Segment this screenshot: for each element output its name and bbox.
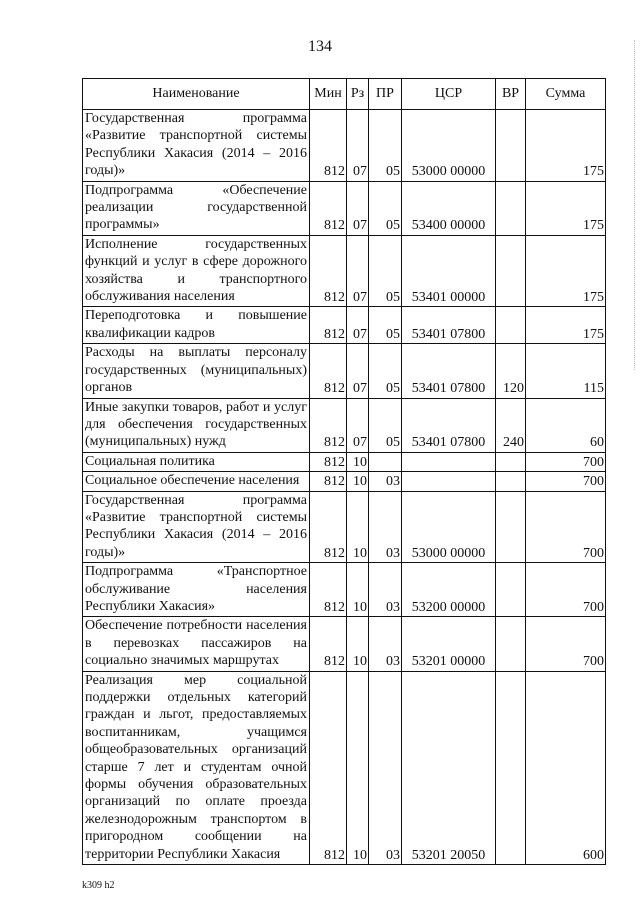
margin-scan-mark: [634, 40, 636, 370]
table-row: [83, 235, 606, 307]
table-row: [83, 344, 606, 398]
cell-pr: 05: [369, 181, 402, 235]
cell-vr: [496, 472, 526, 491]
cell-vr: [496, 563, 526, 617]
cell-rz: 10: [347, 671, 369, 864]
cell-pr: 05: [369, 110, 402, 182]
table-row: [83, 181, 606, 235]
cell-csr: 53401 07800: [402, 344, 496, 398]
col-header-rz: Рз: [347, 79, 369, 110]
table-body: [83, 110, 606, 865]
cell-min: 812: [310, 671, 347, 864]
table-row: [83, 398, 606, 452]
cell-pr: 03: [369, 617, 402, 671]
cell-csr: [402, 452, 496, 471]
col-header-pr: ПР: [369, 79, 402, 110]
cell-rz: 10: [347, 472, 369, 491]
cell-vr: [496, 671, 526, 864]
cell-sum: 600: [526, 671, 606, 864]
cell-vr: [496, 307, 526, 344]
cell-pr: 05: [369, 398, 402, 452]
cell-name: Подпрограмма «Транспортное обслуживание населения Республики Хакасия»: [83, 563, 310, 617]
cell-min: 812: [310, 235, 347, 307]
col-header-vr: ВР: [496, 79, 526, 110]
cell-pr: 05: [369, 344, 402, 398]
cell-csr: [402, 472, 496, 491]
cell-min: 812: [310, 491, 347, 563]
cell-sum: 700: [526, 563, 606, 617]
cell-pr: 05: [369, 235, 402, 307]
cell-name: Социальная политика: [83, 452, 310, 471]
footer-code: k309 h2: [82, 880, 115, 891]
col-header-name: Наименование: [83, 79, 310, 110]
cell-rz: 07: [347, 181, 369, 235]
cell-vr: [496, 110, 526, 182]
page-number: 134: [308, 38, 332, 55]
table-row: [83, 307, 606, 344]
cell-sum: 60: [526, 398, 606, 452]
cell-rz: 07: [347, 344, 369, 398]
cell-rz: 07: [347, 398, 369, 452]
col-header-sum: Сумма: [526, 79, 606, 110]
cell-name: Реализация мер социальной поддержки отдельных категорий граждан и льгот, предоставляемых воспитанникам, учащимся общеобразовательных организаций старше 7 лет и студентам очной формы обучения образовательных организаций по оплате проезда железнодорожным транспортом в пригородном сообщении на территории Республики Хакасия: [83, 671, 310, 864]
cell-sum: 175: [526, 307, 606, 344]
cell-vr: [496, 235, 526, 307]
cell-rz: 10: [347, 563, 369, 617]
cell-vr: 120: [496, 344, 526, 398]
cell-csr: 53200 00000: [402, 563, 496, 617]
cell-name: Иные закупки товаров, работ и услуг для обеспечения государственных (муниципальных) нужд: [83, 398, 310, 452]
cell-csr: 53201 20050: [402, 671, 496, 864]
cell-sum: 175: [526, 235, 606, 307]
cell-pr: 03: [369, 472, 402, 491]
table-row: [83, 671, 606, 864]
budget-table: [82, 78, 606, 865]
cell-name: Социальное обеспечение населения: [83, 472, 310, 491]
cell-name: Расходы на выплаты персоналу государственных (муниципальных) органов: [83, 344, 310, 398]
cell-name: Исполнение государственных функций и услуг в сфере дорожного хозяйства и транспортного обслуживания населения: [83, 235, 310, 307]
cell-rz: 07: [347, 235, 369, 307]
cell-sum: 175: [526, 181, 606, 235]
cell-pr: 03: [369, 671, 402, 864]
col-header-csr: ЦСР: [402, 79, 496, 110]
table-row: [83, 491, 606, 563]
cell-vr: [496, 617, 526, 671]
cell-sum: 115: [526, 344, 606, 398]
cell-pr: 05: [369, 307, 402, 344]
cell-name: Переподготовка и повышение квалификации кадров: [83, 307, 310, 344]
cell-pr: 03: [369, 563, 402, 617]
cell-sum: 700: [526, 472, 606, 491]
cell-name: Государственная программа «Развитие транспортной системы Республики Хакасия (2014 – 2016 годы)»: [83, 110, 310, 182]
cell-csr: 53401 07800: [402, 398, 496, 452]
cell-min: 812: [310, 110, 347, 182]
cell-rz: 07: [347, 307, 369, 344]
cell-pr: 03: [369, 491, 402, 563]
cell-name: Подпрограмма «Обеспечение реализации государственной программы»: [83, 181, 310, 235]
table-row: [83, 452, 606, 471]
cell-rz: 10: [347, 452, 369, 471]
table-row: [83, 563, 606, 617]
cell-csr: 53201 00000: [402, 617, 496, 671]
cell-name: Обеспечение потребности населения в перевозках пассажиров на социально значимых маршрутах: [83, 617, 310, 671]
table-row: [83, 110, 606, 182]
cell-min: 812: [310, 472, 347, 491]
cell-csr: 53401 07800: [402, 307, 496, 344]
cell-vr: [496, 491, 526, 563]
cell-sum: 700: [526, 491, 606, 563]
cell-csr: 53000 00000: [402, 491, 496, 563]
col-header-min: Мин: [310, 79, 347, 110]
cell-sum: 175: [526, 110, 606, 182]
cell-csr: 53000 00000: [402, 110, 496, 182]
cell-vr: 240: [496, 398, 526, 452]
cell-csr: 53400 00000: [402, 181, 496, 235]
cell-min: 812: [310, 398, 347, 452]
cell-sum: 700: [526, 452, 606, 471]
cell-min: 812: [310, 617, 347, 671]
table-row: [83, 472, 606, 491]
cell-min: 812: [310, 452, 347, 471]
cell-csr: 53401 00000: [402, 235, 496, 307]
cell-min: 812: [310, 181, 347, 235]
cell-rz: 07: [347, 110, 369, 182]
cell-min: 812: [310, 344, 347, 398]
cell-sum: 700: [526, 617, 606, 671]
cell-min: 812: [310, 307, 347, 344]
table-row: [83, 617, 606, 671]
cell-rz: 10: [347, 491, 369, 563]
cell-rz: 10: [347, 617, 369, 671]
cell-vr: [496, 452, 526, 471]
cell-pr: [369, 452, 402, 471]
cell-vr: [496, 181, 526, 235]
cell-name: Государственная программа «Развитие транспортной системы Республики Хакасия (2014 – 2016 годы)»: [83, 491, 310, 563]
cell-min: 812: [310, 563, 347, 617]
table-header-row: [83, 79, 606, 110]
